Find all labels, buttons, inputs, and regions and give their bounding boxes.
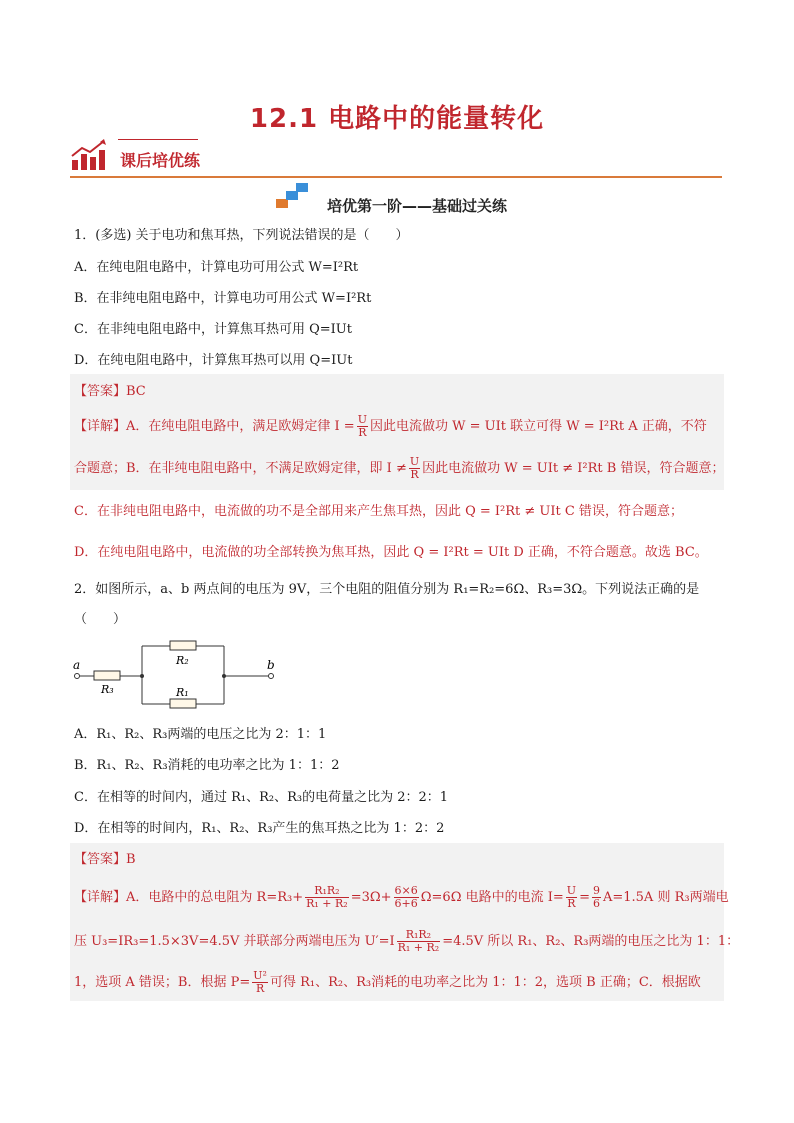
- detail-text: 因此电流做功 W = UIt 联立可得 W = I²Rt A 正确，不符: [369, 419, 707, 434]
- fraction: [409, 456, 420, 481]
- subsection-title: 培优第一阶——基础过关练: [326, 197, 507, 215]
- fraction-num: 9: [592, 884, 600, 897]
- q2-answer: 【答案】B: [74, 852, 136, 867]
- q2-detail-line-2: [74, 929, 739, 954]
- fraction: [397, 929, 441, 954]
- section-title: 课后培优练: [120, 151, 201, 170]
- q1-option-c: C．在非纯电阻电路中，计算焦耳热可用 Q=IUt: [74, 322, 352, 337]
- fraction-num: R₁R₂: [305, 885, 349, 898]
- q2-detail-line-3: [74, 970, 701, 995]
- fraction-den: R: [567, 897, 576, 910]
- fraction-num: U: [357, 413, 367, 426]
- q2-option-a: A．R₁、R₂、R₃两端的电压之比为 2：1：1: [74, 727, 327, 742]
- detail-text: 合题意；B．在非纯电阻电路中，不满足欧姆定律，即 I ≠: [74, 461, 407, 476]
- detail-text: =3Ω+: [350, 890, 392, 905]
- node-b-label: b: [267, 658, 275, 672]
- fraction-den: R: [255, 982, 265, 995]
- chart-logo-icon: [70, 138, 110, 172]
- r1-label: R₁: [176, 686, 189, 699]
- detail-text: Ω=6Ω 电路中的电流 I=: [420, 890, 564, 905]
- detail-text: 压 U₃=IR₃=1.5×3V=4.5V 并联部分两端电压为 U′=I: [74, 934, 395, 949]
- fraction: [305, 885, 349, 910]
- section-rule-top: [118, 139, 198, 140]
- circuit-diagram: [72, 636, 282, 714]
- detail-tag: 【详解】: [74, 890, 127, 905]
- fraction: [252, 970, 268, 995]
- fraction-den: 6: [592, 897, 600, 910]
- detail-text: 1，选项 A 错误；B．根据 P=: [74, 975, 251, 990]
- q2-stem: 2．如图所示，a、b 两点间的电压为 9V，三个电阻的阻值分别为 R₁=R₂=6Ω、R₃=3Ω。下列说法正确的是: [74, 582, 700, 597]
- detail-text: A．电路中的总电阻为 R=R₃+: [126, 890, 304, 905]
- q1-detail-line-4: D．在纯电阻电路中，电流做的功全部转换为焦耳热，因此 Q = I²Rt = UIt D 正确，不符合题意。故选 BC。: [74, 545, 708, 560]
- detail-text: A．在纯电阻电路中，满足欧姆定律 I =: [126, 419, 355, 434]
- q1-detail-line-1: [74, 414, 707, 439]
- r2-label: R₂: [176, 654, 189, 667]
- detail-tag: 【详解】: [74, 419, 127, 434]
- section-rule: [70, 176, 722, 178]
- q1-detail-line-3: C．在非纯电阻电路中，电流做的功不是全部用来产生焦耳热，因此 Q = I²Rt ≠ UIt C 错误，符合题意；: [74, 504, 683, 519]
- fraction-num: R₁R₂: [397, 929, 441, 942]
- node-a-label: a: [73, 658, 81, 672]
- q1-option-b: B．在非纯电阻电路中，计算电功可用公式 W=I²Rt: [74, 291, 372, 306]
- page-title: 12.1 电路中的能量转化: [249, 104, 545, 134]
- detail-text: 可得 R₁、R₂、R₃消耗的电功率之比为 1：1：2，选项 B 正确；C．根据欧: [269, 975, 701, 990]
- q2-option-c: C．在相等的时间内，通过 R₁、R₂、R₃的电荷量之比为 2：2：1: [74, 790, 449, 805]
- detail-text: 因此电流做功 W = UIt ≠ I²Rt B 错误，符合题意；: [422, 461, 725, 476]
- fraction-num: U: [409, 455, 420, 468]
- fraction: [394, 885, 419, 910]
- fraction-den: R₁ + R₂: [397, 941, 440, 954]
- fraction-num: 6×6: [394, 884, 418, 897]
- fraction-den: R: [358, 426, 367, 439]
- detail-text: =: [579, 890, 590, 905]
- q2-option-b: B．R₁、R₂、R₃消耗的电功率之比为 1：1：2: [74, 758, 340, 773]
- detail-text: =4.5V 所以 R₁、R₂、R₃两端的电压之比为 1：1：: [442, 934, 740, 949]
- detail-text: A=1.5A 则 R₃两端电: [602, 890, 729, 905]
- fraction: [592, 885, 601, 910]
- fraction: [357, 414, 368, 439]
- fraction: [566, 885, 577, 910]
- q1-option-d: D．在纯电阻电路中，计算焦耳热可以用 Q=IUt: [74, 353, 353, 368]
- q1-option-a: A．在纯电阻电路中，计算电功可用公式 W=I²Rt: [74, 260, 359, 275]
- fraction-den: 6+6: [394, 897, 418, 910]
- q2-stem-bracket: （ ）: [74, 612, 127, 627]
- fraction-den: R₁ + R₂: [306, 897, 348, 910]
- q1-detail-line-2: [74, 456, 724, 481]
- fraction-num: U: [566, 884, 577, 897]
- fraction-num: U²: [253, 969, 267, 982]
- q1-answer: 【答案】BC: [74, 384, 146, 399]
- q2-option-d: D．在相等的时间内，R₁、R₂、R₃产生的焦耳热之比为 1：2：2: [74, 821, 445, 836]
- q1-stem: 1．(多选) 关于电功和焦耳热，下列说法错误的是（ ）: [74, 228, 409, 243]
- q2-detail-line-1: [74, 885, 729, 910]
- fraction-den: R: [410, 468, 419, 481]
- r3-label: R₃: [101, 683, 114, 696]
